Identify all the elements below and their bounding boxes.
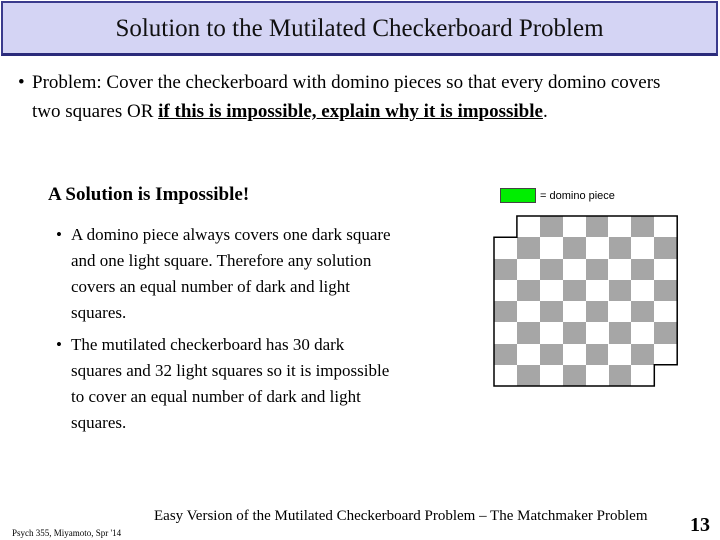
slide-title: Solution to the Mutilated Checkerboard Problem bbox=[115, 15, 604, 42]
point-text: A domino piece always covers one dark square and one light square. Therefore any solution covers an equal number of dark and light squares. bbox=[71, 225, 391, 322]
title-bar bbox=[1, 1, 718, 56]
board-outline bbox=[493, 215, 679, 389]
subheading: A Solution is Impossible! bbox=[48, 184, 250, 205]
problem-text: Problem: Cover the checkerboard with domino pieces so that every domino covers two squares OR bbox=[32, 72, 661, 122]
footer-link[interactable]: Easy Version of the Mutilated Checkerboard Problem – The Matchmaker Problem bbox=[154, 508, 648, 524]
bullet: • bbox=[56, 335, 62, 354]
legend-label: = domino piece bbox=[540, 189, 615, 202]
source-credit: Psych 355, Miyamoto, Spr '14 bbox=[12, 528, 122, 538]
problem-end: . bbox=[542, 101, 548, 122]
points-list bbox=[56, 222, 396, 442]
point-text: The mutilated checkerboard has 30 dark squares and 32 light squares so it is impossible to cover an equal number of dark and light squares. bbox=[71, 335, 390, 432]
board-border bbox=[494, 216, 677, 386]
legend bbox=[500, 188, 615, 203]
bullet: • bbox=[18, 72, 25, 93]
problem-statement bbox=[18, 68, 692, 126]
problem-emphasis: if this is impossible, explain why it is impossible bbox=[158, 101, 543, 122]
point bbox=[56, 332, 396, 436]
page-number: 13 bbox=[690, 514, 710, 536]
domino-swatch bbox=[500, 188, 536, 203]
point bbox=[56, 222, 396, 326]
bullet: • bbox=[56, 225, 62, 244]
